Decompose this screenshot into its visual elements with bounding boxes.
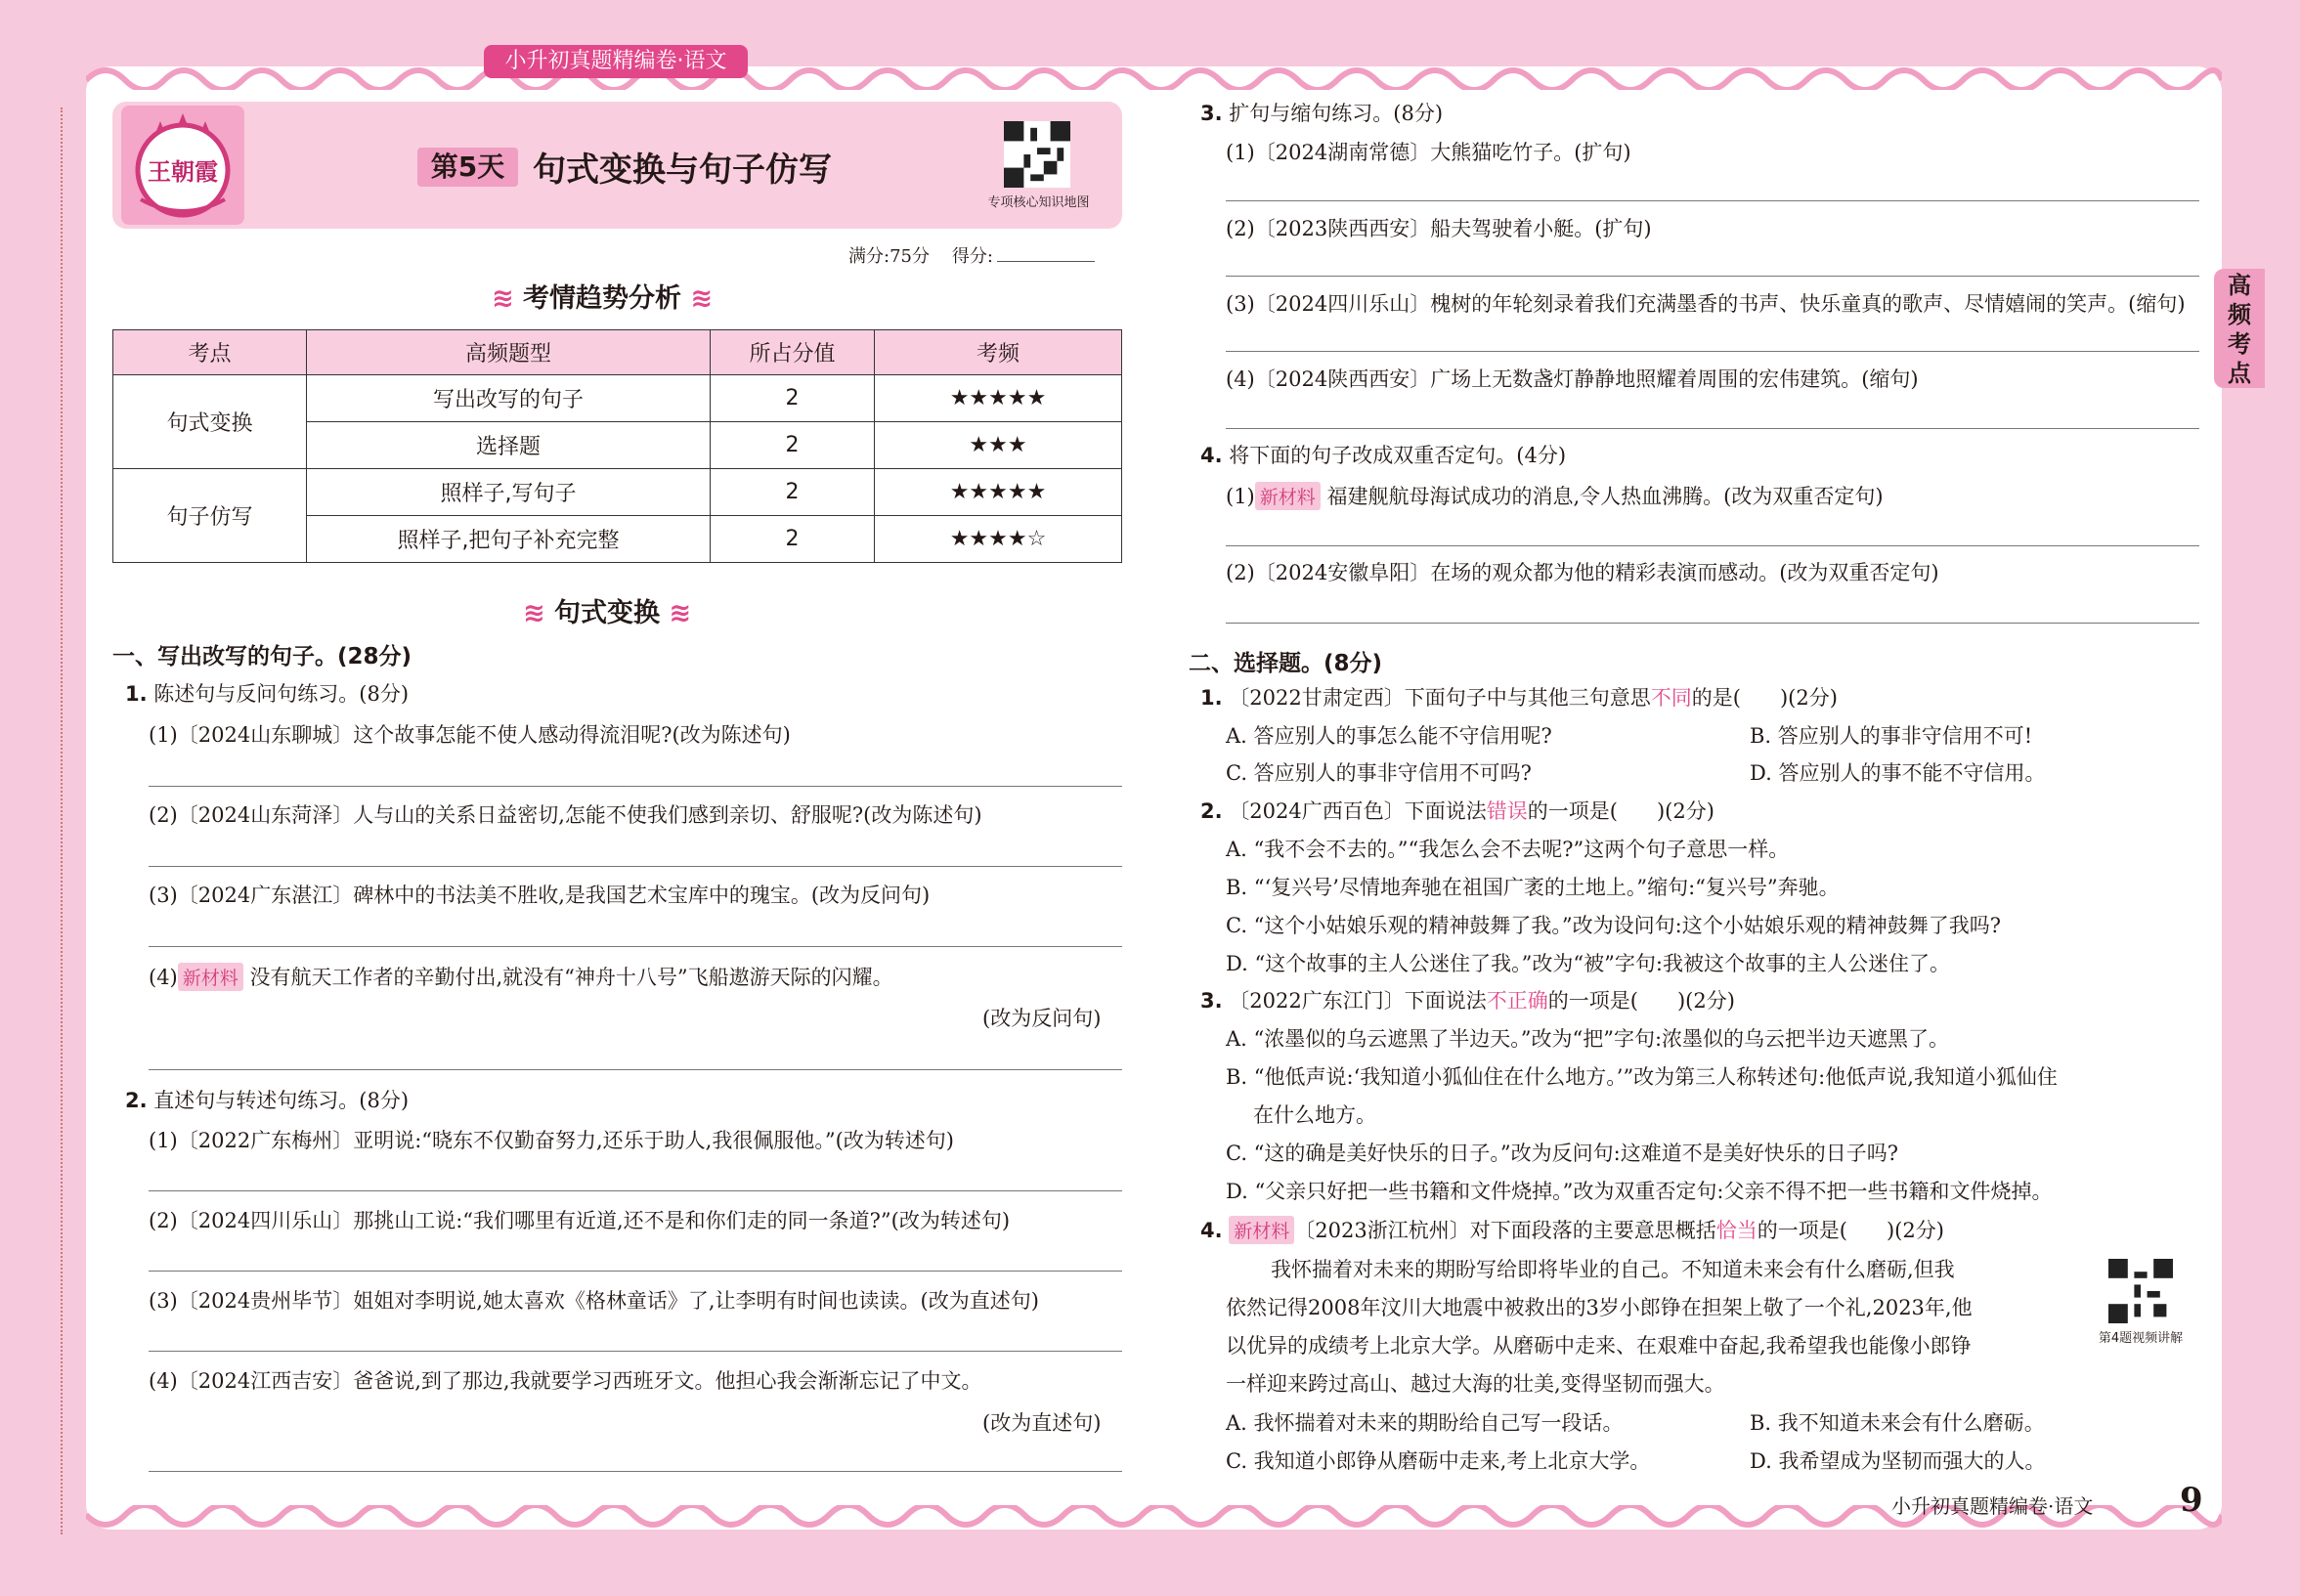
question-text: 陈述句与反问句练习。(8分) bbox=[153, 682, 410, 706]
q4-item-2: (2)〔2024安徽阜阳〕在场的观众都为他的精彩表演而感动。(改为双重否定句) bbox=[1226, 561, 1939, 584]
column-header: 考点 bbox=[113, 330, 307, 375]
question-1 bbox=[125, 678, 409, 708]
table-cell-point: 句子仿写 bbox=[113, 469, 307, 563]
question-number: 3. bbox=[1200, 989, 1223, 1013]
section-trend-label: 考情趋势分析 bbox=[523, 283, 682, 314]
answer-line[interactable] bbox=[149, 786, 1122, 787]
option-b[interactable]: B. 我不知道未来会有什么磨砺。 bbox=[1750, 1411, 2045, 1435]
choice-question-1 bbox=[1200, 682, 1838, 712]
column-header: 高频题型 bbox=[307, 330, 711, 375]
option-c[interactable]: C. “这的确是美好快乐的日子。”改为反问句:这难道不是美好快乐的日子吗? bbox=[1226, 1142, 1898, 1165]
passage-line: 一样迎来跨过高山、越过大海的壮美,变得坚韧而强大。 bbox=[1226, 1372, 1725, 1396]
answer-line[interactable] bbox=[1226, 200, 2199, 201]
question-text-end: 的一项是( )(2分) bbox=[1547, 989, 1735, 1013]
answer-line[interactable] bbox=[1226, 351, 2199, 352]
video-qr-caption: 第4题视频讲解 bbox=[2098, 1331, 2184, 1346]
q3-item-4: (4)〔2024陕西西安〕广场上无数盏灯静静地照耀着周围的宏伟建筑。(缩句) bbox=[1226, 367, 1919, 391]
choice-question-3 bbox=[1200, 985, 1735, 1014]
question-text-end: 的一项是( )(2分) bbox=[1527, 799, 1714, 823]
option-a[interactable]: A. 我怀揣着对未来的期盼给自己写一段话。 bbox=[1226, 1411, 1624, 1435]
highlight-text: 不同 bbox=[1650, 686, 1692, 710]
q2-item-4: (4)〔2024江西吉安〕爸爸说,到了那边,我就要学习西班牙文。他担心我会渐渐忘记了中文。 bbox=[149, 1369, 982, 1393]
question-text: 〔2022甘肃定西〕下面句子中与其他三句意思 bbox=[1229, 686, 1651, 710]
option-b-continued: 在什么地方。 bbox=[1253, 1103, 1376, 1127]
question-text: 〔2024广西百色〕下面说法 bbox=[1229, 799, 1487, 823]
choice-question-2 bbox=[1200, 796, 1714, 825]
q3-item-2: (2)〔2023陕西西安〕船夫驾驶着小艇。(扩句) bbox=[1226, 217, 1652, 240]
question-number: 3. bbox=[1200, 102, 1223, 125]
option-d[interactable]: D. 我希望成为坚韧而强大的人。 bbox=[1750, 1449, 2046, 1473]
question-number: 2. bbox=[1200, 799, 1223, 823]
table-row bbox=[113, 469, 1122, 516]
question-text: 〔2022广东江门〕下面说法 bbox=[1229, 989, 1487, 1013]
qr-caption: 专项核心知识地图 bbox=[987, 195, 1090, 210]
answer-line[interactable] bbox=[149, 866, 1122, 867]
page-number: 9 bbox=[2180, 1481, 2203, 1520]
column-header: 考频 bbox=[875, 330, 1122, 375]
answer-line[interactable] bbox=[149, 1471, 1122, 1472]
item-note: (改为直述句) bbox=[982, 1411, 1102, 1435]
column-header: 所占分值 bbox=[711, 330, 875, 375]
option-c[interactable]: C. 我知道小郎铮从磨砺中走来,考上北京大学。 bbox=[1226, 1449, 1651, 1473]
passage-line: 以优异的成绩考上北京大学。从磨砺中走来、在艰难中奋起,我希望我也能像小郎铮 bbox=[1226, 1334, 1972, 1358]
option-b[interactable]: B. “他低声说:‘我知道小狐仙住在什么地方。’”改为第三人称转述句:他低声说,我知道小狐仙住 bbox=[1226, 1065, 2058, 1089]
answer-line[interactable] bbox=[1226, 276, 2199, 277]
option-a[interactable]: A. 答应别人的事怎么能不守信用呢? bbox=[1226, 724, 1552, 748]
table-cell-type: 照样子,把句子补充完整 bbox=[307, 516, 711, 563]
binding-line bbox=[61, 108, 63, 1534]
passage-line: 我怀揣着对未来的期盼写给即将毕业的自己。不知道未来会有什么磨砺,但我 bbox=[1271, 1258, 1955, 1281]
q1-item-2: (2)〔2024山东菏泽〕人与山的关系日益密切,怎能不使我们感到亲切、舒服呢?(改为陈述句) bbox=[149, 803, 982, 827]
passage-line: 依然记得2008年汶川大地震中被救出的3岁小郎铮在担架上敬了一个礼,2023年,他 bbox=[1226, 1296, 1973, 1319]
option-a[interactable]: A. “浓墨似的乌云遮黑了半边天。”改为“把”字句:浓墨似的乌云把半边天遮黑了。 bbox=[1226, 1027, 1950, 1051]
part2-heading: 二、选择题。(8分) bbox=[1189, 651, 1383, 676]
table-cell-freq: ★★★ bbox=[875, 422, 1122, 469]
section-trend-title bbox=[492, 277, 713, 315]
item-note: (改为反问句) bbox=[982, 1007, 1102, 1030]
option-b[interactable]: B. 答应别人的事非守信用不可! bbox=[1750, 724, 2033, 748]
answer-line[interactable] bbox=[149, 1190, 1122, 1191]
brand-logo-icon bbox=[121, 106, 244, 225]
trend-table bbox=[112, 329, 1122, 563]
question-number: 4. bbox=[1200, 444, 1223, 467]
question-text-end: 的一项是( )(2分) bbox=[1757, 1219, 1944, 1242]
table-cell-point: 句式变换 bbox=[113, 375, 307, 469]
new-material-tag: 新材料 bbox=[178, 963, 243, 991]
table-cell-freq: ★★★★☆ bbox=[875, 516, 1122, 563]
q4-item-1 bbox=[1226, 481, 1884, 510]
question-number: 2. bbox=[125, 1089, 148, 1112]
option-b[interactable]: B. “‘复兴号’尽情地奔驰在祖国广袤的土地上。”缩句:“复兴号”奔驰。 bbox=[1226, 876, 1840, 899]
option-c[interactable]: C. 答应别人的事非守信用不可吗? bbox=[1226, 761, 1532, 785]
question-2 bbox=[125, 1085, 409, 1114]
q2-item-3: (3)〔2024贵州毕节〕姐姐对李明说,她太喜欢《格林童话》了,让李明有时间也读读。(改为直述句) bbox=[149, 1289, 1039, 1313]
option-a[interactable]: A. “我不会不去的。”“我怎么会不去呢?”这两个句子意思一样。 bbox=[1226, 838, 1790, 861]
item-text: 福建舰航母海试成功的消息,令人热血沸腾。(改为双重否定句) bbox=[1326, 485, 1884, 508]
table-cell-score: 2 bbox=[711, 469, 875, 516]
new-material-tag: 新材料 bbox=[1255, 482, 1321, 510]
choice-question-4 bbox=[1200, 1215, 1944, 1244]
table-cell-score: 2 bbox=[711, 422, 875, 469]
table-cell-type: 选择题 bbox=[307, 422, 711, 469]
q3-item-1: (1)〔2024湖南常德〕大熊猫吃竹子。(扩句) bbox=[1226, 141, 1631, 164]
table-cell-score: 2 bbox=[711, 375, 875, 422]
question-number: 1. bbox=[125, 682, 148, 706]
score-blank[interactable] bbox=[997, 261, 1095, 262]
highlight-text: 不正确 bbox=[1486, 989, 1548, 1013]
qr-code-icon[interactable] bbox=[1004, 121, 1070, 188]
new-material-tag: 新材料 bbox=[1229, 1216, 1294, 1244]
answer-line[interactable] bbox=[1226, 428, 2199, 429]
side-tab-high-frequency[interactable] bbox=[2214, 269, 2265, 388]
side-tab-label: 高频考点 bbox=[2228, 272, 2251, 387]
answer-line[interactable] bbox=[1226, 623, 2199, 624]
answer-line[interactable] bbox=[149, 1069, 1122, 1070]
item-number: (1) bbox=[1226, 485, 1255, 508]
question-text: 扩句与缩句练习。(8分) bbox=[1229, 102, 1444, 125]
table-cell-freq: ★★★★★ bbox=[875, 375, 1122, 422]
option-c[interactable]: C. “这个小姑娘乐观的精神鼓舞了我。”改为设问句:这个小姑娘乐观的精神鼓舞了我吗? bbox=[1226, 914, 2001, 937]
page-title: 句式变换与句子仿写 bbox=[533, 151, 832, 190]
question-number: 4. bbox=[1200, 1219, 1223, 1242]
table-cell-freq: ★★★★★ bbox=[875, 469, 1122, 516]
answer-line[interactable] bbox=[149, 946, 1122, 947]
section-change-title bbox=[523, 591, 691, 629]
highlight-text: 恰当 bbox=[1715, 1219, 1758, 1242]
q2-item-2: (2)〔2024四川乐山〕那挑山工说:“我们哪里有近道,还不是和你们走的同一条道?”(改为转述句) bbox=[149, 1209, 1011, 1232]
score-label: 满分:75分 得分: bbox=[848, 246, 993, 267]
question-number: 1. bbox=[1200, 686, 1223, 710]
footer-series: 小升初真题精编卷·语文 bbox=[1891, 1494, 2094, 1518]
item-number: (4) bbox=[149, 966, 178, 989]
question-text: 〔2023浙江杭州〕对下面段落的主要意思概括 bbox=[1294, 1219, 1716, 1242]
series-tab: 小升初真题精编卷·语文 bbox=[484, 45, 748, 78]
q1-item-4 bbox=[149, 962, 893, 991]
question-3 bbox=[1200, 98, 1443, 127]
wave-icon: ≋ bbox=[681, 283, 714, 314]
item-text: 没有航天工作者的辛勤付出,就没有“神舟十八号”飞船遨游天际的闪耀。 bbox=[249, 966, 893, 989]
answer-line[interactable] bbox=[149, 1271, 1122, 1272]
section-change-label: 句式变换 bbox=[554, 598, 661, 628]
q3-item-3: (3)〔2024四川乐山〕槐树的年轮刻录着我们充满墨香的书声、快乐童真的歌声、尽情嬉闹的笑声。(缩句) bbox=[1226, 292, 2186, 316]
part1-heading: 一、写出改写的句子。(28分) bbox=[112, 644, 412, 669]
table-row bbox=[113, 375, 1122, 422]
table-cell-type: 照样子,写句子 bbox=[307, 469, 711, 516]
logo-text: 王朝霞 bbox=[148, 157, 218, 186]
wave-icon: ≋ bbox=[660, 598, 692, 628]
q1-item-1: (1)〔2024山东聊城〕这个故事怎能不使人感动得流泪呢?(改为陈述句) bbox=[149, 723, 791, 747]
question-text: 将下面的句子改成双重否定句。(4分) bbox=[1229, 444, 1567, 467]
wave-icon: ≋ bbox=[523, 598, 555, 628]
highlight-text: 错误 bbox=[1486, 799, 1528, 823]
table-cell-type: 写出改写的句子 bbox=[307, 375, 711, 422]
answer-line[interactable] bbox=[149, 1351, 1122, 1352]
day-badge: 第5天 bbox=[417, 148, 518, 187]
qr-code-icon[interactable] bbox=[2108, 1259, 2173, 1323]
option-d[interactable]: D. “这个故事的主人公迷住了我。”改为“被”字句:我被这个故事的主人公迷住了。 bbox=[1226, 952, 1950, 975]
score-line bbox=[848, 242, 1095, 268]
question-text: 直述句与转述句练习。(8分) bbox=[153, 1089, 410, 1112]
option-d[interactable]: D. 答应别人的事不能不守信用。 bbox=[1750, 761, 2046, 785]
q1-item-3: (3)〔2024广东湛江〕碑林中的书法美不胜收,是我国艺术宝库中的瑰宝。(改为反问句) bbox=[149, 884, 931, 907]
table-header-row bbox=[113, 330, 1122, 375]
top-wave-border bbox=[86, 51, 2222, 90]
option-d[interactable]: D. “父亲只好把一些书籍和文件烧掉。”改为双重否定句:父亲不得不把一些书籍和文件烧掉。 bbox=[1226, 1180, 2053, 1203]
question-text-end: 的是( )(2分) bbox=[1691, 686, 1838, 710]
q2-item-1: (1)〔2022广东梅州〕亚明说:“晓东不仅勤奋努力,还乐于助人,我很佩服他。”(改为转述句) bbox=[149, 1129, 954, 1152]
answer-line[interactable] bbox=[1226, 545, 2199, 546]
question-4 bbox=[1200, 440, 1566, 469]
wave-icon: ≋ bbox=[492, 283, 524, 314]
table-cell-score: 2 bbox=[711, 516, 875, 563]
